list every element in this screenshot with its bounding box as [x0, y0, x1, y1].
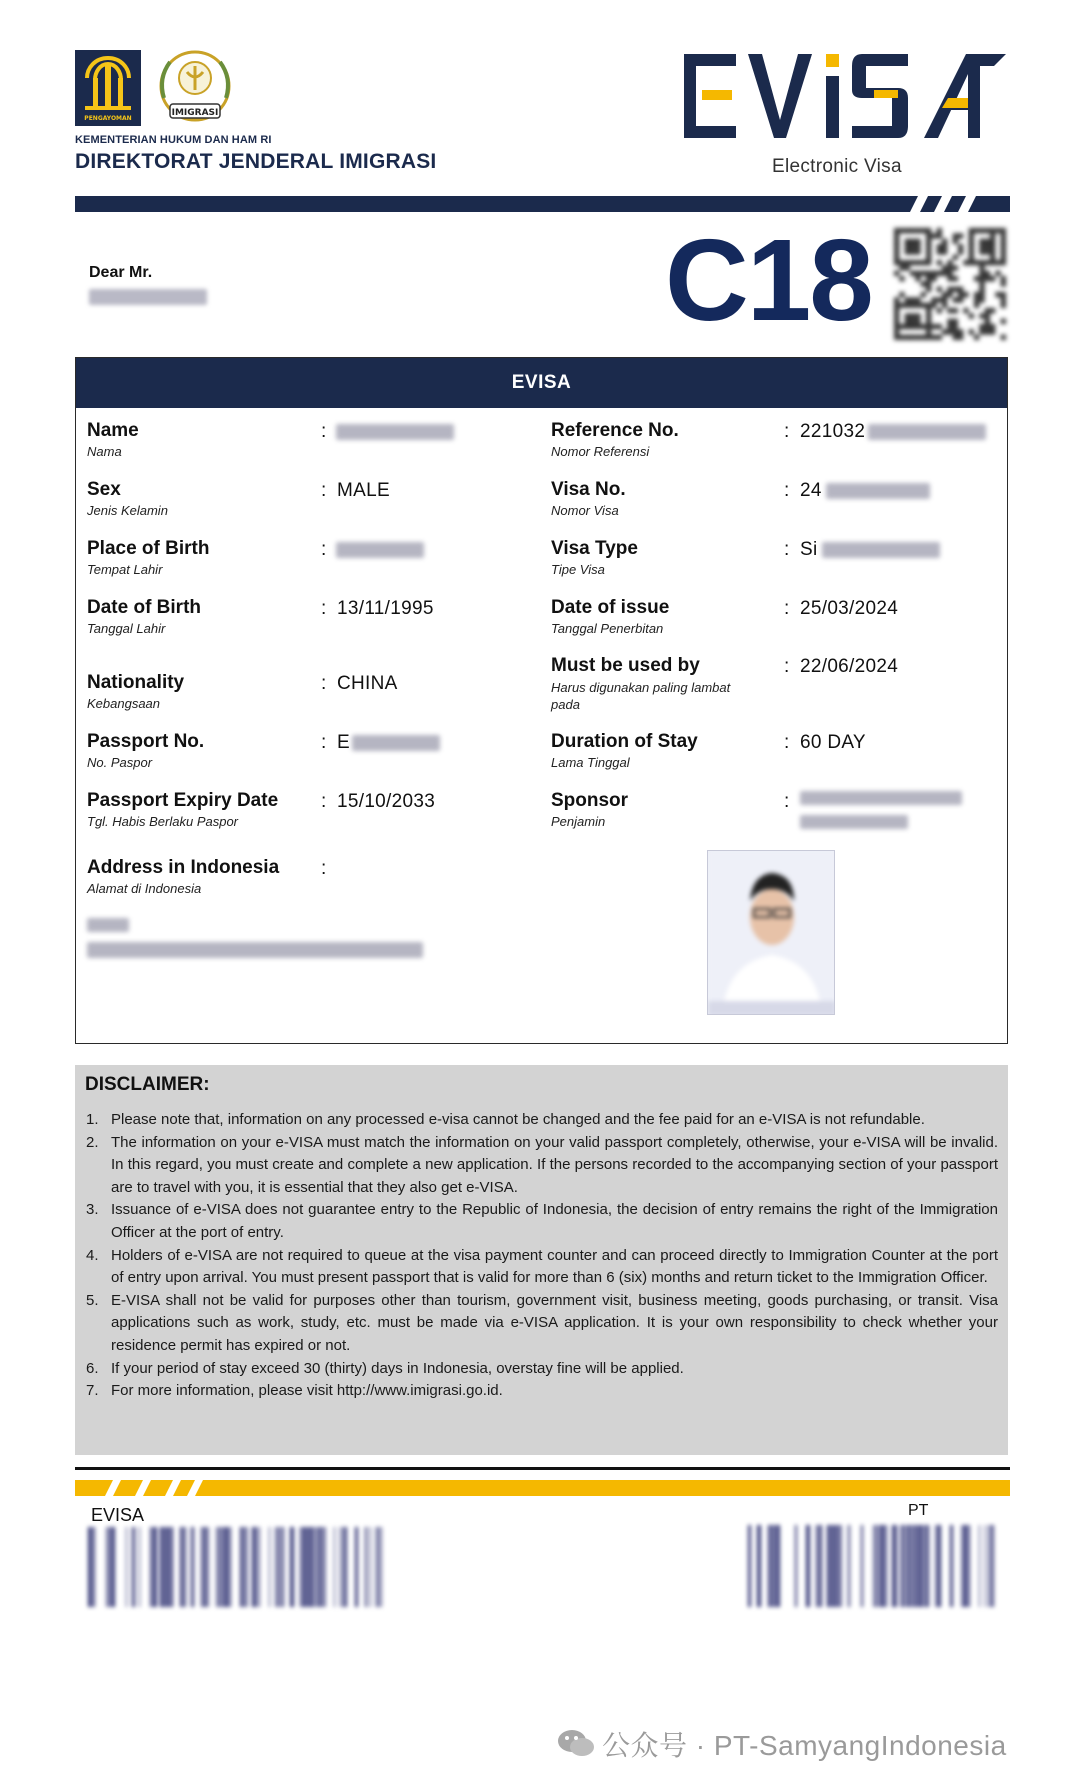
disclaimer-item-text: Holders of e-VISA are not required to queue at the visa payment counter and can proceed directly to Immigration Counter at the port of entry upon arrival. You must present passport that is valid for more than 6 (six) months and return ticket to the Immigration Officer. [111, 1246, 998, 1287]
barcode-right [748, 1525, 994, 1607]
colon: : [784, 421, 790, 442]
disclaimer-item-number: 4. [86, 1246, 99, 1264]
date-of-birth-value: 13/11/1995 [337, 598, 434, 619]
reference-no-value: 221032 [800, 421, 866, 442]
reference-no-sublabel: Nomor Referensi [551, 444, 650, 459]
disclaimer-item-number: 5. [86, 1291, 99, 1309]
disclaimer-item-text: If your period of stay exceed 30 (thirty) days in Indonesia, overstay fine will be applied. [111, 1359, 684, 1377]
imigrasi-emblem-icon [152, 48, 238, 128]
pengayoman-tree-icon [75, 50, 141, 114]
address-label: Address in Indonesia [87, 857, 280, 878]
footer-right-label: PT [908, 1502, 929, 1519]
reference-no-redacted [868, 424, 986, 440]
disclaimer-item [84, 1245, 998, 1290]
colon: : [784, 539, 790, 560]
colon: : [784, 732, 790, 753]
nationality-value: CHINA [337, 673, 398, 694]
duration-of-stay-label: Duration of Stay [551, 731, 698, 752]
address-line-1-redacted [87, 918, 129, 932]
logo-right-text: IMIGRASI [171, 108, 219, 118]
footer-yellow-band [75, 1480, 1010, 1496]
visa-type-sublabel: Tipe Visa [551, 562, 605, 577]
date-of-birth-label: Date of Birth [87, 597, 201, 618]
passport-expiry-value: 15/10/2033 [337, 791, 436, 812]
colon: : [784, 598, 790, 619]
duration-of-stay-sublabel: Lama Tinggal [551, 755, 630, 770]
passport-expiry-label: Passport Expiry Date [87, 790, 279, 811]
disclaimer-item-number: 2. [86, 1133, 99, 1151]
place-of-birth-sublabel: Tempat Lahir [87, 562, 163, 577]
name-label: Name [87, 420, 139, 441]
nationality-sublabel: Kebangsaan [87, 696, 161, 711]
qr-code [894, 228, 1006, 340]
must-be-used-by-sublabel: Harus digunakan paling lambat pada [551, 680, 731, 712]
date-of-birth-sublabel: Tanggal Lahir [87, 621, 166, 636]
header-rule-stripes [900, 196, 1010, 212]
date-of-issue-label: Date of issue [551, 597, 670, 618]
place-of-birth-value-redacted [336, 542, 424, 558]
reference-no-label: Reference No. [551, 420, 679, 441]
header-rule [75, 196, 1010, 212]
disclaimer-title: DISCLAIMER: [85, 1074, 210, 1095]
evisa-brand-logo [676, 50, 1008, 142]
disclaimer-item-text: For more information, please visit http://www.imigrasi.go.id. [111, 1382, 503, 1400]
disclaimer-item-number: 6. [86, 1359, 99, 1377]
evisa-box-title: EVISA [76, 358, 1007, 408]
disclaimer-item [84, 1290, 998, 1358]
disclaimer-item [84, 1109, 998, 1132]
disclaimer-item [84, 1132, 998, 1200]
nationality-label: Nationality [87, 672, 185, 693]
disclaimer-item-number: 3. [86, 1201, 99, 1219]
colon: : [784, 480, 790, 501]
sponsor-line-2-redacted [800, 815, 908, 829]
passport-no-label: Passport No. [87, 731, 205, 752]
visa-type-value: Si [800, 539, 818, 560]
disclaimer-item-text: The information on your e-VISA must match the information on your valid passport completely, otherwise, your e-VISA will be invalid. In this regard, you must create and complete a new application. If the persons recorded to the accompanying section of your passport are to travel with you, it is essential that they also get e-VISA. [111, 1133, 998, 1196]
duration-of-stay-value: 60 DAY [800, 732, 866, 753]
disclaimer-item-text: E-VISA shall not be valid for purposes other than tourism, government visit, business meeting, goods purchasing, or transit. Visa applications such as work, study, etc. must be made via e-VISA application. It is your own responsibility to check whether your residence permit has expired or not. [111, 1291, 998, 1354]
must-be-used-by-value: 22/06/2024 [800, 656, 899, 677]
passport-expiry-sublabel: Tgl. Habis Berlaku Paspor [87, 814, 239, 829]
kemenkumham-logo [75, 50, 141, 126]
disclaimer-item-number: 7. [86, 1382, 99, 1400]
disclaimer-item-text: Please note that, information on any processed e-visa cannot be changed and the fee paid for an e-VISA is not refundable. [111, 1111, 925, 1128]
colon: : [321, 673, 327, 694]
salutation: Dear Mr. [89, 264, 153, 281]
colon: : [321, 421, 327, 442]
disclaimer-item-text: Issuance of e-VISA does not guarantee entry to the Republic of Indonesia, the decision of entry remains the right of the Immigration Officer at the port of entry. [111, 1201, 998, 1241]
barcode-left [88, 1527, 382, 1607]
colon: : [784, 656, 790, 677]
wechat-icon [556, 1727, 596, 1759]
visa-no-label: Visa No. [551, 479, 626, 500]
footer-rule [75, 1467, 1010, 1470]
sex-sublabel: Jenis Kelamin [87, 503, 168, 518]
footer-left-label: EVISA [91, 1505, 145, 1525]
colon: : [321, 598, 327, 619]
visa-no-value: 24 [800, 480, 822, 501]
date-of-issue-sublabel: Tanggal Penerbitan [551, 621, 664, 636]
brand-subtitle: Electronic Visa [772, 156, 902, 177]
disclaimer-list [84, 1109, 998, 1403]
passport-no-redacted [352, 735, 440, 751]
logo-left-text: PENGAYOMAN [84, 115, 132, 122]
colon: : [321, 539, 327, 560]
passport-no-value: E [337, 732, 350, 753]
sponsor-sublabel: Penjamin [551, 814, 606, 829]
applicant-photo [707, 850, 835, 1015]
redacted-recipient-name [89, 289, 207, 305]
colon: : [784, 791, 790, 812]
colon: : [321, 732, 327, 753]
visa-no-sublabel: Nomor Visa [551, 503, 619, 518]
must-be-used-by-label: Must be used by [551, 655, 700, 676]
directorate-name: DIREKTORAT JENDERAL IMIGRASI [75, 150, 437, 173]
disclaimer-item [84, 1380, 998, 1403]
passport-no-sublabel: No. Paspor [87, 755, 153, 770]
place-of-birth-label: Place of Birth [87, 538, 210, 559]
visa-no-redacted [826, 483, 930, 499]
address-line-2-redacted [87, 942, 423, 958]
sponsor-line-1-redacted [800, 791, 962, 805]
address-sublabel: Alamat di Indonesia [87, 881, 202, 896]
date-of-issue-value: 25/03/2024 [800, 598, 899, 619]
colon: : [321, 858, 327, 879]
colon: : [321, 791, 327, 812]
visa-type-redacted [822, 542, 940, 558]
name-value-redacted [336, 424, 454, 440]
name-sublabel: Nama [87, 444, 122, 459]
disclaimer-item [84, 1358, 998, 1381]
sex-value: MALE [337, 480, 390, 501]
disclaimer-item [84, 1199, 998, 1244]
evisa-details-box [75, 357, 1008, 1044]
visa-type-label: Visa Type [551, 538, 638, 559]
ministry-name: KEMENTERIAN HUKUM DAN HAM RI [75, 134, 272, 146]
disclaimer-item-number: 1. [86, 1111, 99, 1128]
watermark-text: 公众号 · PT-SamyangIndonesia [602, 1730, 1007, 1761]
sex-label: Sex [87, 479, 121, 500]
colon: : [321, 480, 327, 501]
visa-code: C18 [665, 215, 872, 345]
sponsor-label: Sponsor [551, 790, 629, 811]
